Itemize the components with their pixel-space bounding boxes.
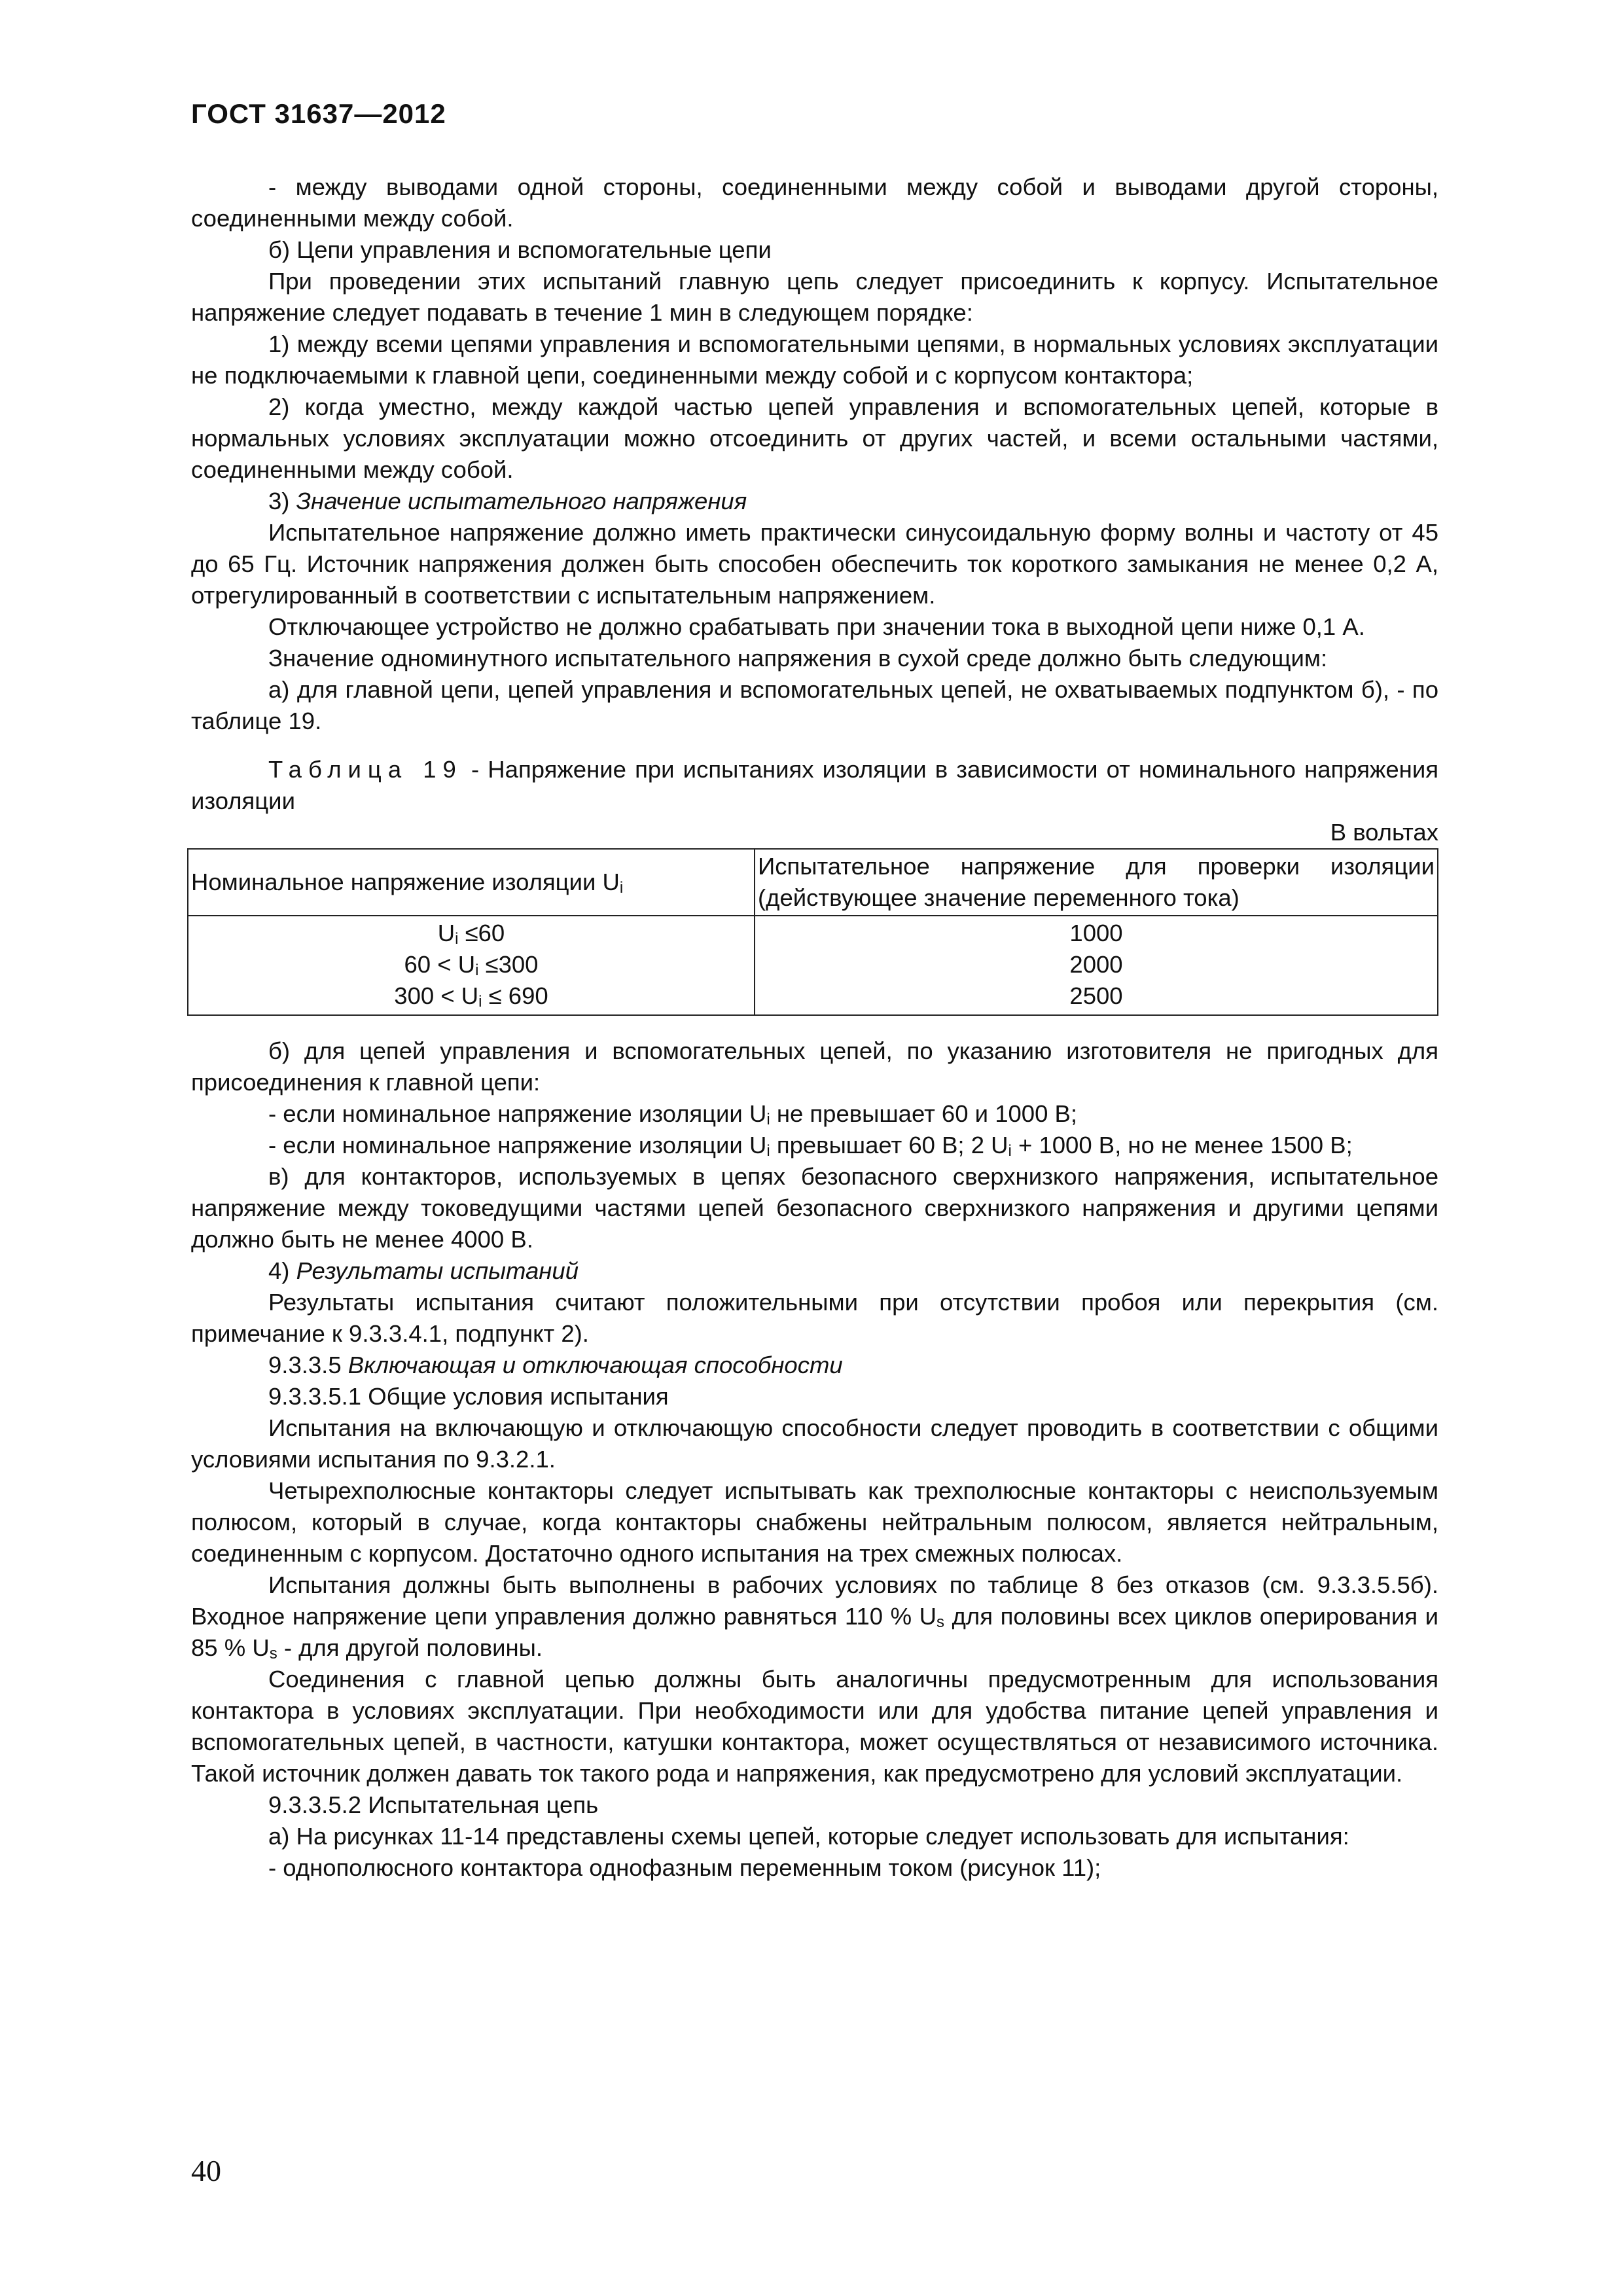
table-values-row bbox=[188, 916, 1438, 1015]
table-cell: 1000 bbox=[1069, 920, 1123, 946]
paragraph: Значение одноминутного испытательного напряжения в сухой среде должно быть следующим: bbox=[268, 645, 1328, 672]
header-cell-rated-voltage: Номинальное напряжение изоляции $U_i$ bbox=[188, 849, 755, 916]
test-voltage-values bbox=[755, 916, 1438, 1015]
table-cell: $U_i \le 60$ bbox=[437, 920, 505, 948]
paragraph: а) для главной цепи, цепей управления и вспомогательных цепей, не охватываемых подпунктом б), - по таблице 19. bbox=[191, 676, 1438, 734]
paragraph: Отключающее устройство не должно срабатывать при значении тока в выходной цепи ниже 0,1 А. bbox=[268, 613, 1365, 640]
paragraph: б) для цепей управления и вспомогательных цепей, по указанию изготовителя не пригодных для присоединения к главной цепи: bbox=[191, 1037, 1438, 1096]
table-units: В вольтах bbox=[1330, 819, 1438, 846]
paragraph: Испытания на включающую и отключающую способности следует проводить в соответствии с общими условиями испытания по 9.3.2.1. bbox=[191, 1414, 1438, 1473]
item-heading: 3) Значение испытательного напряжения bbox=[268, 488, 747, 514]
voltage-table bbox=[187, 848, 1438, 1016]
section-heading: 9.3.3.5.1 Общие условия испытания bbox=[268, 1383, 669, 1410]
paragraph: Испытательное напряжение должно иметь практически синусоидальную форму волны и частоту от 45 до 65 Гц. Источник напряжения должен быть способен обеспечить ток короткого замыкания не менее 0,2 А, отрегулированный в соответствии с испытательным напряжением. bbox=[191, 519, 1438, 609]
paragraph: 2) когда уместно, между каждой частью цепей управления и вспомогательных цепей, которые в нормальных условиях эксплуатации можно отсоединить от других частей, и всеми остальными частями, соединенными между собой. bbox=[191, 393, 1438, 483]
table-header-row bbox=[188, 849, 1438, 916]
paragraph: Испытания должны быть выполнены в рабочих условиях по таблице 8 без отказов (см. 9.3.3.5.5б). Входное напряжение цепи управления должно равняться 110 % $U_s$ для половины всех циклов оперирования и 85 % $U_s$ - для другой половины. bbox=[191, 1571, 1438, 1662]
page-number: 40 bbox=[191, 2154, 221, 2187]
item-heading: 4) Результаты испытаний bbox=[268, 1257, 579, 1284]
table-cell: $300 < U_i \le 690$ bbox=[394, 982, 548, 1011]
paragraph: Соединения с главной цепью должны быть аналогичны предусмотренным для использования контактора в условиях эксплуатации. При необходимости или для удобства питание цепей управления и вспомогательных цепей, в частности, катушки контактора, может осуществляться от независимого источника. Такой источник должен давать ток такого рода и напряжения, как предусмотрено для условий эксплуатации. bbox=[191, 1666, 1438, 1787]
paragraph: - между выводами одной стороны, соединенными между собой и выводами другой стороны, соединенными между собой. bbox=[191, 173, 1438, 232]
paragraph: - если номинальное напряжение изоляции $U_i$ не превышает 60 и 1000 В; bbox=[268, 1100, 1078, 1128]
paragraph: а) На рисунках 11-14 представлены схемы цепей, которые следует использовать для испытания: bbox=[268, 1823, 1349, 1850]
section-heading: 9.3.3.5 Включающая и отключающая способности bbox=[268, 1352, 843, 1378]
paragraph: - если номинальное напряжение изоляции $U_i$ превышает 60 В; 2 $U_i + 1000$ В, но не менее 1500 В; bbox=[268, 1132, 1353, 1160]
section-heading: 9.3.3.5.2 Испытательная цепь bbox=[268, 1791, 599, 1818]
paragraph: в) для контакторов, используемых в цепях безопасного сверхнизкого напряжения, испытательное напряжение между токоведущими частями цепей безопасного сверхнизкого напряжения и другими цепями должно быть не менее 4000 В. bbox=[191, 1163, 1438, 1253]
paragraph: При проведении этих испытаний главную цепь следует присоединить к корпусу. Испытательное напряжение следует подавать в течение 1 мин в следующем порядке: bbox=[191, 268, 1438, 326]
table-cell: $60 < U_i \le 300$ bbox=[404, 951, 539, 979]
table-cell: 2500 bbox=[1069, 982, 1123, 1009]
rated-voltage-values bbox=[188, 916, 755, 1015]
paragraph: Четырехполюсные контакторы следует испытывать как трехполюсные контакторы с неиспользуемым полюсом, который в случае, когда контакторы снабжены нейтральным полюсом, является нейтральным, соединенным с корпусом. Достаточно одного испытания на трех смежных полюсах. bbox=[191, 1477, 1438, 1567]
paragraph: Результаты испытания считают положительными при отсутствии пробоя или перекрытия (см. примечание к 9.3.3.4.1, подпункт 2). bbox=[191, 1289, 1438, 1347]
paragraph: - однополюсного контактора однофазным переменным током (рисунок 11); bbox=[268, 1854, 1101, 1881]
document-body bbox=[191, 171, 1438, 1884]
table-cell: 2000 bbox=[1069, 951, 1123, 978]
table-caption: Таблица 19 - Напряжение при испытаниях изоляции в зависимости от номинального напряжения изоляции bbox=[191, 756, 1438, 814]
header-cell-test-voltage: Испытательное напряжение для проверки изоляции (действующее значение переменного тока) bbox=[755, 849, 1438, 916]
standard-code-header: ГОСТ 31637—2012 bbox=[191, 98, 446, 129]
paragraph: б) Цепи управления и вспомогательные цепи bbox=[268, 236, 772, 263]
paragraph: 1) между всеми цепями управления и вспомогательными цепями, в нормальных условиях эксплуатации не подключаемыми к главной цепи, соединенными между собой и с корпусом контактора; bbox=[191, 331, 1438, 389]
